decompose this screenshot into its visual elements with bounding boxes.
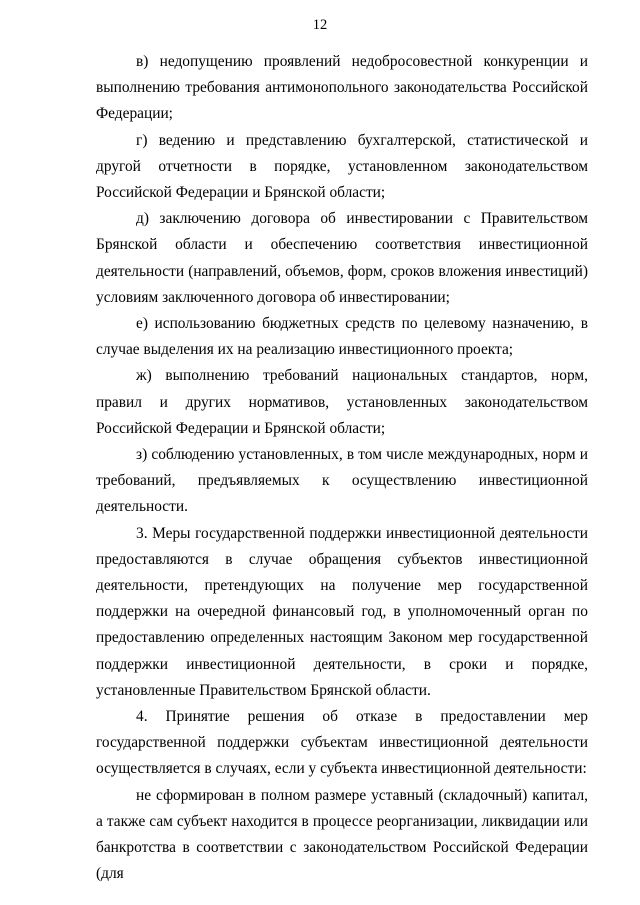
paragraph-clause-3: 3. Меры государственной поддержки инвестиционной деятельности предоставляются в случае обращения субъектов инвестиционной деятельности, претендующих на получение мер государственной поддержки на очередной финансовый год, в уполномоченный орган по предоставлению определенных настоящим Законом мер государственной поддержки инвестиционной деятельности, в сроки и порядке, установленные Правительством Брянской области. bbox=[96, 524, 588, 699]
paragraph-item-z: з) соблюдению установленных, в том числе международных, норм и требований, предъявляемых к осуществлению инвестиционной деятельности. bbox=[96, 446, 588, 516]
paragraph-refusal-condition: не сформирован в полном размере уставный (складочный) капитал, а также сам субъект находится в процессе реорганизации, ликвидации или банкротства в соответствии с законодательством Российской Федерации (для bbox=[96, 786, 588, 883]
paragraph-item-v: в) недопущению проявлений недобросовестной конкуренции и выполнению требования антимонопольного законодательства Российской Федерации; bbox=[96, 53, 588, 123]
page-number: 12 bbox=[312, 17, 328, 33]
document-body bbox=[96, 49, 588, 888]
paragraph-item-d: д) заключению договора об инвестировании с Правительством Брянской области и обеспечению соответствия инвестиционной деятельности (направлений, объемов, форм, сроков вложения инвестиций) условиям заключенного договора об инвестировании; bbox=[96, 210, 588, 306]
paragraph-item-g: г) ведению и представлению бухгалтерской, статистической и другой отчетности в порядке, установленном законодательством Российской Федерации и Брянской области; bbox=[96, 131, 588, 202]
paragraph-clause-4: 4. Принятие решения об отказе в предоставлении мер государственной поддержки субъектам инвестиционной деятельности осуществляется в случаях, если у субъекта инвестиционной деятельности: bbox=[96, 708, 588, 778]
paragraph-item-e: е) использованию бюджетных средств по целевому назначению, в случае выделения их на реализацию инвестиционного проекта; bbox=[96, 315, 588, 359]
paragraph-item-zh: ж) выполнению требований национальных стандартов, норм, правил и других нормативов, установленных законодательством Российской Федерации и Брянской области; bbox=[96, 367, 588, 437]
